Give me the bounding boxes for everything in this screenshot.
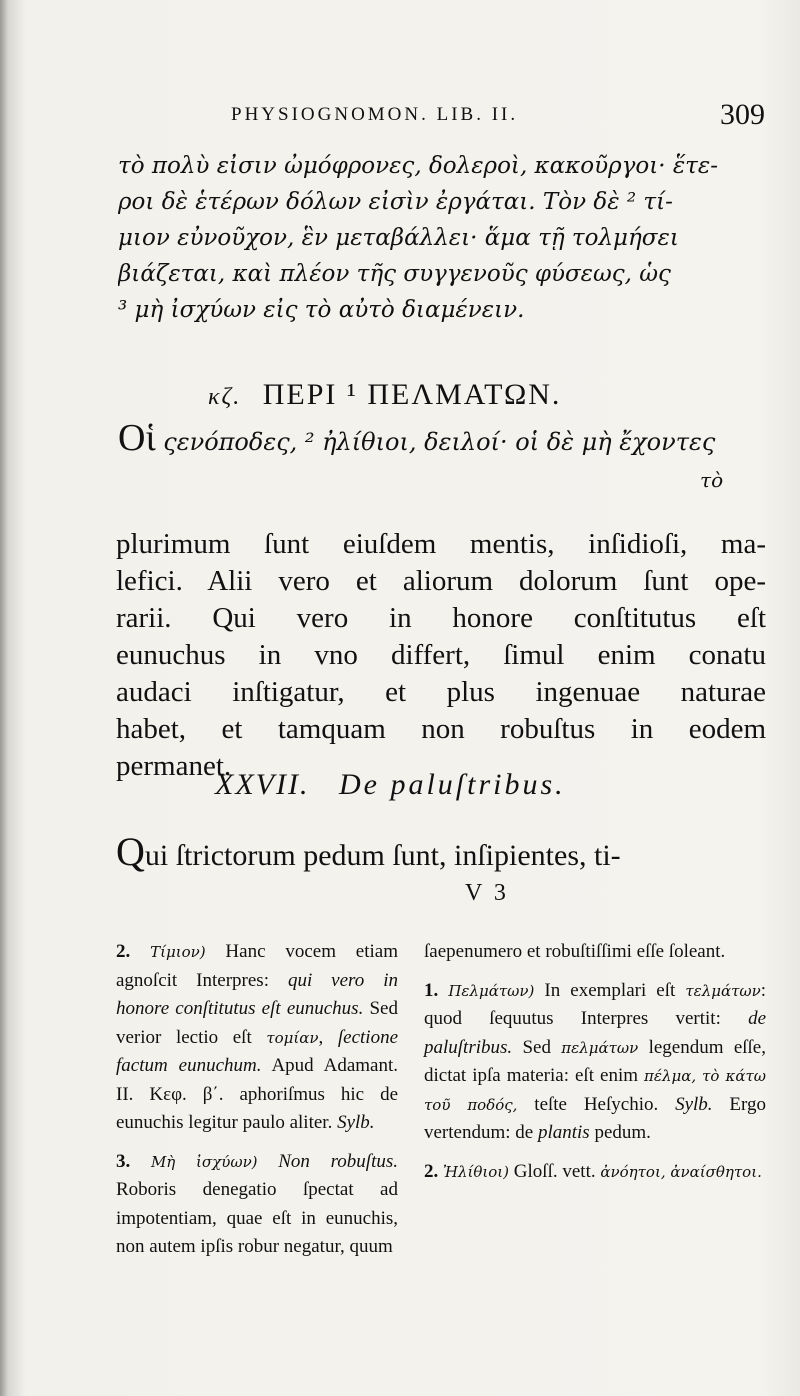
footnote-lemma: Τίμιον) [150, 943, 206, 961]
greek-line: ³ μὴ ἰσχύων εἰς τὸ αὐτὸ διαμένειν. [118, 297, 525, 323]
footnote-greek: τελμάτων [685, 981, 761, 1000]
footnote-greek: ἀνόητοι, ἀναίσθητοι. [600, 1162, 762, 1181]
greek-paragraph [118, 418, 778, 462]
footnote-lemma: Πελμάτων) [448, 981, 535, 1000]
footnote-text: Apud Adamant. II. Κεφ. β΄. aphoriſmus hic de eunuchis legitur paulo aliter. [116, 1055, 398, 1133]
latin-line: plurimum ſunt eiuſdem mentis, inſidioſi, ma- [116, 528, 766, 560]
greek-section-number: κζ. [208, 384, 242, 410]
running-header [195, 98, 775, 134]
latin-translation-block [116, 526, 766, 785]
footnote [116, 938, 398, 1138]
latin-line: lefici. Alii vero et aliorum dolorum ſunt ope- [116, 565, 766, 597]
footnote-greek: τομίαν [266, 1028, 319, 1047]
greek-line: ροι δὲ ἑτέρων δόλων εἰσὶν ἐργάται. Τὸν δὲ ² τί- [118, 189, 673, 215]
footnote-greek: πέλμα, τὸ κάτω τοῦ ποδός, [424, 1067, 766, 1114]
footnote-continuation: ſaepenumero et robuſtiſſimi eſſe ſoleant. [424, 941, 726, 962]
footnote-italic: de paluſtribus. [424, 1008, 766, 1058]
footnote-text: teſte Heſychio. [517, 1093, 676, 1115]
footnote-number: 3. [116, 1150, 131, 1172]
footnote-text: Hanc vocem etiam agnoſcit Interpres: [116, 941, 399, 991]
latin-paragraph-text: ui ſtrictorum pedum ſunt, inſipientes, ti- [144, 839, 621, 872]
running-title: PHYSIOGNOMON. LIB. II. [231, 104, 519, 125]
footnote-greek: πελμάτων [561, 1038, 639, 1057]
greek-section-heading [208, 378, 768, 412]
latin-paragraph [116, 829, 786, 876]
footnote-text: : quod ſequutus Interpres vertit: [424, 979, 767, 1029]
latin-line: habet, et tamquam non robuſtus in eodem [116, 713, 766, 745]
footnote [116, 1148, 398, 1262]
latin-line: permanet. [116, 750, 232, 782]
footnote-signature: Sylb. [675, 1093, 713, 1115]
chapter-heading [215, 768, 775, 802]
greek-initial: Oἱ [118, 417, 156, 459]
footnote [424, 977, 766, 1148]
footnote-text: Roboris denegatio ſpectat ad impotentiam, quae eſt in eunuchis, non autem ipſis robur negatur, quum [116, 1179, 398, 1257]
footnote-signature: Sylb. [337, 1112, 375, 1133]
footnote [424, 1158, 766, 1187]
footnote-number: 2. [424, 1160, 439, 1182]
greek-line: μιον εὐνοῦχον, ἓν μεταβάλλει· ἅμα τῇ τολμήσει [118, 225, 679, 251]
footnote-italic: plantis [537, 1122, 590, 1143]
footnotes-right-column [424, 938, 766, 1186]
latin-initial: Q [116, 829, 145, 874]
footnote-number: 1. [424, 979, 439, 1001]
footnote-text: Ergo vertendum: de [424, 1093, 766, 1143]
footnote-lemma: Ἠλίθιοι) [443, 1162, 510, 1181]
footnote-text: Sed [512, 1036, 562, 1058]
footnote-italic: qui vero in honore conſtitutus eſt eunuchus. [116, 969, 398, 1019]
greek-paragraph-text: ςενόποδες, ² ἠλίθιοι, δειλοί· οἱ δὲ μὴ ἔχοντες [155, 428, 716, 456]
latin-line: rarii. Qui vero in honore conſtitutus eſt [116, 602, 766, 634]
latin-line: audaci inſtigatur, et plus ingenuae naturae [116, 676, 766, 708]
chapter-number: XXVII. [215, 768, 310, 801]
footnote-text: legendum eſſe, dictat ipſa materia: eſt enim [424, 1036, 766, 1086]
page-number: 309 [720, 98, 765, 131]
chapter-title: De paluſtribus. [338, 768, 566, 801]
footnote-text: , [318, 1026, 338, 1048]
greek-section-title: ΠΕΡΙ ¹ ΠΕΛΜΑΤΩΝ. [262, 378, 562, 411]
footnote-italic: Non robuſtus. [257, 1150, 398, 1172]
footnote-text: pedum. [589, 1122, 651, 1143]
footnote-italic: ſectione factum eunuchum. [116, 1026, 399, 1076]
footnote-number: 2. [116, 941, 131, 962]
greek-text-block [118, 148, 766, 328]
signature-mark: V 3 [465, 880, 509, 906]
footnote-text: Sed verior lectio eſt [116, 998, 398, 1048]
catchword: τὸ [700, 468, 724, 492]
footnote-text: Gloſſ. vett. [509, 1160, 601, 1182]
greek-line: βιάζεται, καὶ πλέον τῆς συγγενοῦς φύσεως, ὡς [118, 261, 671, 287]
footnote-lemma: Μὴ ἰσχύων) [150, 1152, 258, 1171]
footnotes-left-column [116, 938, 398, 1262]
footnote-text: In exemplari eſt [534, 979, 686, 1001]
greek-line: τὸ πολὺ εἰσιν ὠμόφρονες, δολεροὶ, κακοῦργοι· ἕτε- [118, 153, 719, 179]
latin-line: eunuchus in vno differt, ſimul enim conatu [116, 639, 766, 671]
